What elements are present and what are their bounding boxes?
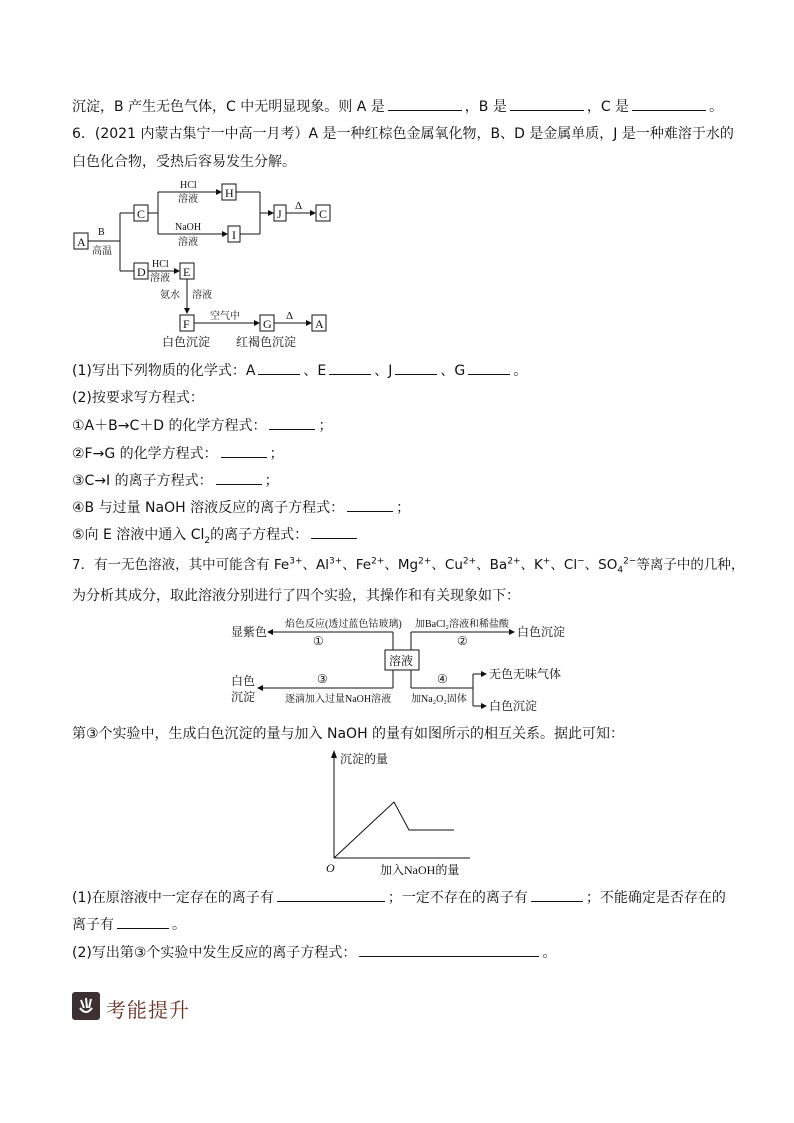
svg-text:溶液: 溶液 [192, 290, 212, 301]
svg-text:④: ④ [437, 672, 448, 686]
q6-intro-2: 白色化合物，受热后容易发生分解。 [72, 154, 296, 170]
reagent-b: B [98, 227, 105, 238]
x-axis-label: 加入NaOH的量 [380, 863, 460, 877]
svg-text:H: H [225, 186, 234, 200]
q6-eq3: ③C→I 的离子方程式： ； [72, 470, 279, 491]
svg-text:F: F [183, 317, 190, 331]
blank-c[interactable] [632, 96, 706, 111]
svg-text:NaOH: NaOH [175, 222, 202, 233]
svg-text:逐滴加入过量NaOH溶液: 逐滴加入过量NaOH溶液 [285, 694, 392, 705]
svg-text:溶液: 溶液 [389, 654, 414, 668]
svg-text:沉淀: 沉淀 [231, 690, 256, 704]
series-line [334, 802, 454, 858]
q7-experiment-diagram [225, 612, 585, 714]
blank-eq4[interactable] [347, 497, 393, 512]
svg-text:焰色反应(透过蓝色钴玻璃): 焰色反应(透过蓝色钴玻璃) [285, 619, 402, 630]
blank-j-formula[interactable] [395, 360, 437, 375]
svg-text:空气中: 空气中 [210, 311, 240, 322]
origin-label: O [326, 861, 335, 875]
q6-eq4: ④B 与过量 NaOH 溶液反应的离子方程式： ； [72, 497, 410, 518]
blank-a-formula[interactable] [258, 360, 300, 375]
q6-eq2: ②F→G 的化学方程式： ； [72, 443, 284, 464]
svg-text:显紫色: 显紫色 [231, 625, 268, 639]
q6-eq5: ⑤向 E 溶液中通入 $Cl_2$的离子方程式： [72, 524, 360, 545]
svg-text:①: ① [313, 634, 324, 648]
blank-eq5[interactable] [311, 524, 357, 539]
svg-text:HCl: HCl [152, 259, 169, 270]
label-red-brown-ppt: 红褐色沉淀 [236, 335, 297, 349]
node-a-label: A [77, 235, 86, 249]
svg-text:I: I [232, 228, 236, 242]
svg-text:HCl: HCl [180, 180, 197, 191]
svg-text:加Na₂O₂固体: 加Na₂O₂固体 [411, 694, 467, 705]
svg-text:C: C [319, 207, 328, 221]
blank-g-formula[interactable] [468, 360, 510, 375]
svg-text:Δ: Δ [295, 200, 303, 212]
q7-answer-1: (1)在原溶液中一定存在的离子有 ；一定不存在的离子有 ；不能确定是否存在的 [72, 887, 726, 908]
svg-text:D: D [137, 265, 146, 279]
svg-text:加BaCl₂溶液和稀盐酸: 加BaCl₂溶液和稀盐酸 [415, 619, 510, 630]
svg-text:白色沉淀: 白色沉淀 [517, 625, 566, 639]
blank-e-formula[interactable] [329, 360, 371, 375]
q6-flow-diagram [70, 178, 350, 350]
svg-text:A: A [315, 317, 324, 331]
svg-text:J: J [277, 207, 282, 221]
blank-a[interactable] [388, 96, 462, 111]
q7-intro-1: 7．有一无色溶液，其中可能含有 $Fe^{3+}$、$Al^{3+}$、$Fe^{2+}$、$Mg^{2+}$、$Cu^{2+}$、$Ba^{2+}$、K+、Cl−、$SO_4^{2-}$等离子中的几种， [72, 556, 745, 576]
svg-text:氨水: 氨水 [160, 290, 180, 301]
svg-text:③: ③ [317, 672, 328, 686]
svg-text:溶液: 溶液 [150, 273, 170, 284]
q6-intro-1: 6．(2021 内蒙古集宁一中高一月考）A 是一种红棕色金属氧化物，B、D 是金属单质，J 是一种难溶于水的 [72, 126, 734, 142]
q6-part1: (1)写出下列物质的化学式：A 、E 、J 、G 。 [72, 360, 527, 381]
svg-text:溶液: 溶液 [178, 194, 198, 205]
svg-text:E: E [183, 265, 191, 279]
y-axis-label: 沉淀的量 [340, 752, 389, 766]
q6-part2: (2)按要求写方程式： [72, 390, 204, 406]
label-white-ppt: 白色沉淀 [162, 335, 211, 349]
blank-b[interactable] [510, 96, 584, 111]
svg-text:C: C [137, 207, 146, 221]
q7-intro-2: 为分析其成分，取此溶液分别进行了四个实验，其操作和有关现象如下： [72, 588, 520, 604]
blank-eq2[interactable] [221, 443, 267, 458]
section-title: 考能提升 [106, 998, 190, 1022]
q6-eq1: ①A＋B→C＋D 的化学方程式： ； [72, 415, 332, 436]
q7-answer-2: (2)写出第③个实验中发生反应的离子方程式： 。 [72, 942, 556, 963]
cond-high-temp: 高温 [92, 246, 112, 257]
svg-text:白色: 白色 [231, 674, 256, 688]
q7-answer-1b: 离子有 。 [72, 914, 186, 935]
svg-text:白色沉淀: 白色沉淀 [489, 699, 538, 713]
blank-absent-ions[interactable] [531, 887, 583, 902]
svg-text:G: G [263, 317, 272, 331]
blank-eq1[interactable] [269, 415, 315, 430]
svg-text:②: ② [457, 634, 468, 648]
q5-answer-line: 沉淀，B 产生无色气体，C 中无明显现象。则 A 是 ，B 是 ，C 是 。 [72, 96, 723, 117]
blank-ionic-equation[interactable] [359, 942, 539, 957]
blank-uncertain-ions[interactable] [117, 914, 169, 929]
blank-present-ions[interactable] [277, 887, 385, 902]
svg-text:无色无味气体: 无色无味气体 [489, 667, 562, 681]
q7-precipitate-graph [320, 748, 480, 878]
svg-text:Δ: Δ [286, 310, 294, 322]
svg-text:溶液: 溶液 [178, 237, 198, 248]
hand-pen-icon [72, 992, 100, 1020]
blank-eq3[interactable] [216, 470, 262, 485]
q7-graph-intro: 第③个实验中，生成白色沉淀的量与加入 NaOH 的量有如图所示的相互关系。据此可知： [72, 726, 625, 742]
